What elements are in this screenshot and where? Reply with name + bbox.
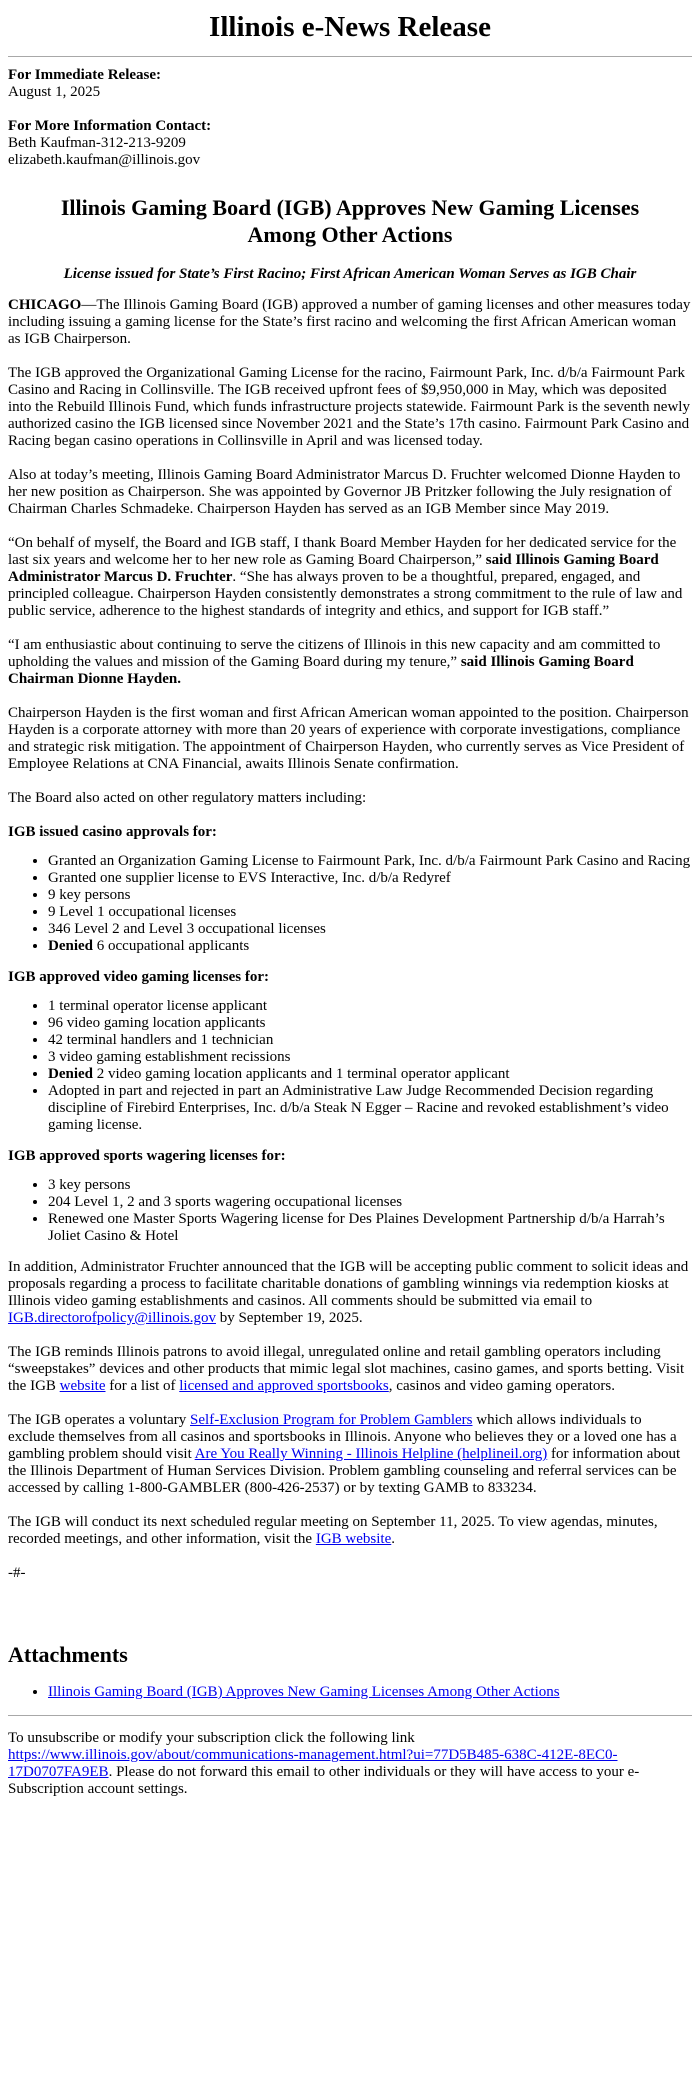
- list-item: [48, 1684, 692, 1701]
- quote-attribution: said Illinois Gaming Board Administrator Marcus D. Fruchter: [8, 552, 659, 585]
- footer-text: To unsubscribe or modify your subscription click the following link https://www.illinois.gov/about/communications-management.html?ui=77D5B485-638C-412E-8EC0-17D0707FA9EB. Please do not forward this email to other individuals or they will have access to your e-Subscription account settings.: [8, 1730, 640, 1797]
- contact-label: For More Information Contact:: [8, 118, 212, 134]
- list-item: • Adopted in part and rejected in part an Administrative Law Judge Recommended Decision regarding discipline of Firebird Enterprises, Inc. d/b/a Steak N Egger – Racine and revoked establishment’s video gaming license.: [48, 1083, 692, 1134]
- list-item: • 9 key persons: [48, 887, 692, 904]
- list-item: • Denied 6 occupational applicants: [48, 938, 692, 955]
- self-exclusion-link[interactable]: Self-Exclusion Program for Problem Gamblers: [190, 1412, 473, 1428]
- casino-list: [8, 853, 692, 955]
- policy-email-link[interactable]: IGB.directorofpolicy@illinois.gov: [8, 1310, 216, 1326]
- list-item: • Renewed one Master Sports Wagering license for Des Plaines Development Partnership d/b/a Harrah’s Joliet Casino & Hotel: [48, 1211, 692, 1245]
- casino-heading: IGB issued casino approvals for:: [8, 824, 217, 840]
- igb-website-link-2[interactable]: IGB website: [315, 1531, 392, 1547]
- top-divider: [8, 56, 692, 57]
- contact-email: elizabeth.kaufman@illinois.gov: [8, 152, 201, 168]
- list-item: • Granted an Organization Gaming License to Fairmount Park, Inc. d/b/a Fairmount Park Casino and Racing: [48, 853, 692, 870]
- video-list: [8, 998, 692, 1134]
- list-item: • Granted one supplier license to EVS Interactive, Inc. d/b/a Redyref: [48, 870, 692, 887]
- paragraph-other-matters: The Board also acted on other regulatory matters including:: [8, 790, 367, 806]
- list-item: • 3 key persons: [48, 1177, 692, 1194]
- subheadline: License issued for State’s First Racino; First African American Woman Serves as IGB Chair: [63, 266, 637, 282]
- paragraph-chair-welcome: Also at today’s meeting, Illinois Gaming Board Administrator Marcus D. Fruchter welcomed Dionne Hayden to her new position as Chairperson. She was appointed by Governor JB Pritzker following the July resignation of Chairman Charles Schmadeke. Chairperson Hayden has served as an IGB Member since May 2019.: [8, 467, 681, 517]
- list-item: • 204 Level 1, 2 and 3 sports wagering occupational licenses: [48, 1194, 692, 1211]
- subscription-link[interactable]: https://www.illinois.gov/about/communications-management.html?ui=77D5B485-638C-412E-8EC0-17D0707FA9EB: [8, 1747, 618, 1780]
- paragraph-fruchter-quote: “On behalf of myself, the Board and IGB staff, I thank Board Member Hayden for her dedicated service for the last six years and welcome her to her new role as Gaming Board Chairperson,” said Illinois Gaming Board Administrator Marcus D. Fruchter. “She has always proven to be a thoughtful, prepared, engaged, and principled colleague. Chairperson Hayden consistently demonstrates a strong commitment to the rule of law and public service, adherence to the highest standards of integrity and ethics, and support for IGB staff.”: [8, 535, 683, 619]
- attachment-link[interactable]: Illinois Gaming Board (IGB) Approves New Gaming Licenses Among Other Actions: [48, 1684, 560, 1700]
- list-item: • 346 Level 2 and Level 3 occupational licenses: [48, 921, 692, 938]
- list-item: • Denied 2 video gaming location applicants and 1 terminal operator applicant: [48, 1066, 692, 1083]
- dateline: CHICAGO: [8, 297, 82, 313]
- video-heading: IGB approved video gaming licenses for:: [8, 969, 269, 985]
- paragraph-self-exclusion: The IGB operates a voluntary Self-Exclusion Program for Problem Gamblers which allows individuals to exclude themselves from all casinos and sportsbooks in Illinois. Anyone who believes they or a loved one has a gambling problem should visit Are You Really Winning - Illinois Helpline (helplineil.org) for information about the Illinois Department of Human Services Division. Problem gambling counseling and referral services can be accessed by calling 1-800-GAMBLER (800-426-2537) or by texting GAMB to 833234.: [8, 1412, 681, 1496]
- paragraph-hayden-quote: “I am enthusiastic about continuing to serve the citizens of Illinois in this new capacity and am committed to upholding the values and mission of the Gaming Board during my tenure,” said Illinois Gaming Board Chairman Dionne Hayden.: [8, 637, 661, 687]
- paragraph-intro: CHICAGO—The Illinois Gaming Board (IGB) approved a number of gaming licenses and other measures today including issuing a gaming license for the State’s first racino and welcoming the first African American woman as IGB Chairperson.: [8, 297, 691, 347]
- list-item: • 42 terminal handlers and 1 technician: [48, 1032, 692, 1049]
- list-item: • 1 terminal operator license applicant: [48, 998, 692, 1015]
- page: [0, 10, 700, 1798]
- helpline-link[interactable]: Are You Really Winning - Illinois Helpline (helplineil.org): [194, 1446, 548, 1462]
- quote-attribution: said Illinois Gaming Board Chairman Dionne Hayden.: [8, 654, 634, 687]
- end-mark: -#-: [8, 1565, 26, 1581]
- release-date: August 1, 2025: [8, 84, 101, 100]
- sports-heading: IGB approved sports wagering licenses for:: [8, 1148, 286, 1164]
- paragraph-racino: The IGB approved the Organizational Gaming License for the racino, Fairmount Park, Inc. d/b/a Fairmount Park Casino and Racing in Collinsville. The IGB received upfront fees of $9,950,000 in May, which was deposited into the Rebuild Illinois Fund, which funds infrastructure projects statewide. Fairmount Park is the seventh newly authorized casino the IGB licensed since November 2021 and the State’s 17th casino. Fairmount Park Casino and Racing began casino operations in Collinsville in April and was licensed today.: [8, 365, 690, 449]
- sports-list: [8, 1177, 692, 1245]
- footer-divider: [8, 1715, 692, 1716]
- release-label: For Immediate Release:: [8, 67, 162, 83]
- list-item: • 96 video gaming location applicants: [48, 1015, 692, 1032]
- paragraph-illegal-gambling: The IGB reminds Illinois patrons to avoid illegal, unregulated online and retail gambling operators including “sweepstakes” devices and other products that mimic legal slot machines, casino games, and sports betting. Visit the IGB website for a list of licensed and approved sportsbooks, casinos and video gaming operators.: [8, 1344, 685, 1394]
- attachments-title: Attachments: [8, 1642, 128, 1667]
- list-item: • 9 Level 1 occupational licenses: [48, 904, 692, 921]
- paragraph-next-meeting: The IGB will conduct its next scheduled regular meeting on September 11, 2025. To view agendas, minutes, recorded meetings, and other information, visit the IGB website.: [8, 1514, 658, 1547]
- contact-name-phone: Beth Kaufman-312-213-9209: [8, 135, 186, 151]
- licensed-sportsbooks-link[interactable]: licensed and approved sportsbooks: [179, 1378, 389, 1394]
- list-item: • 3 video gaming establishment recissions: [48, 1049, 692, 1066]
- paragraph-public-comment: In addition, Administrator Fruchter announced that the IGB will be accepting public comment to solicit ideas and proposals regarding a process to facilitate charitable donations of gambling winnings via redemption kiosks at Illinois video gaming establishments and casinos. All comments should be submitted via email to IGB.directorofpolicy@illinois.gov by September 19, 2025.: [8, 1259, 689, 1326]
- attachments-list: [8, 1684, 692, 1701]
- paragraph-hayden-bio: Chairperson Hayden is the first woman and first African American woman appointed to the position. Chairperson Hayden is a corporate attorney with more than 20 years of experience with corporate investigations, compliance and strategic risk mitigation. The appointment of Chairperson Hayden, who currently serves as Vice President of Employee Relations at CNA Financial, awaits Illinois Senate confirmation.: [8, 705, 689, 772]
- headline: Illinois Gaming Board (IGB) Approves New Gaming Licenses Among Other Actions: [60, 195, 640, 247]
- igb-website-link[interactable]: website: [59, 1378, 106, 1394]
- release-meta: [8, 67, 692, 169]
- banner-title: Illinois e-News Release: [209, 11, 491, 43]
